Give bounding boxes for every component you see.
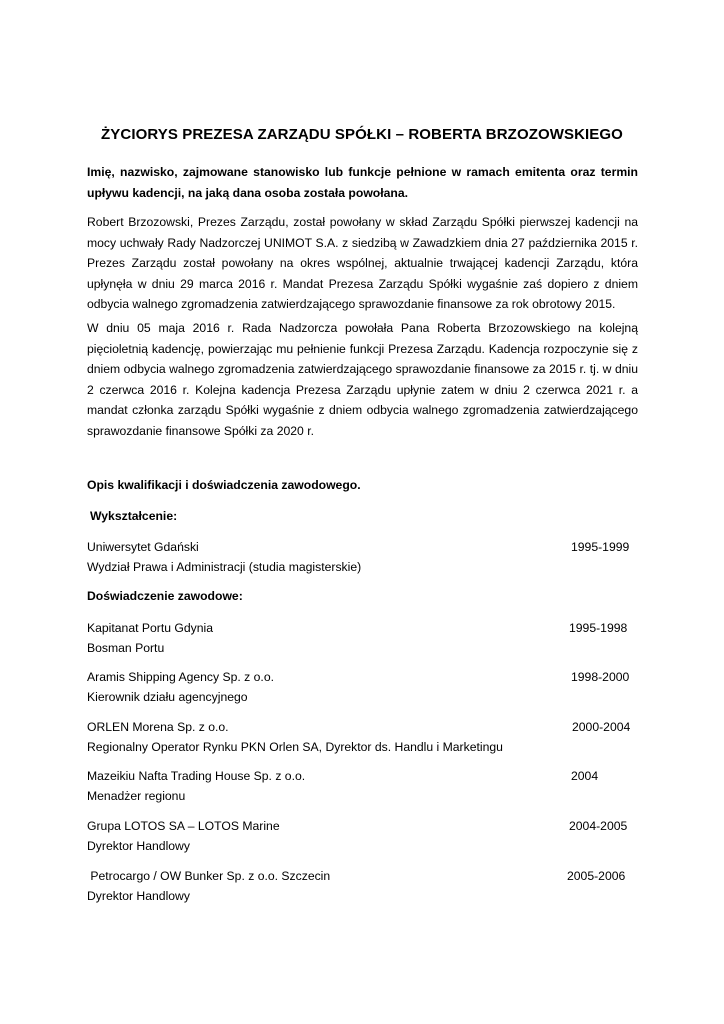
term-paragraph-1: Robert Brzozowski, Prezes Zarządu, został powołany w skład Zarządu Spółki pierwszej kadencji na mocy uchwały Rady Nadzorczej UNIMOT S.A. z siedzibą w Zawadzkiem dnia 27 października 2015 r. Prezes Zarządu został powołany na okres wspólnej, aktualnie trwającej kadencji Zarządu, która upłynęła w dniu 29 marca 2016 r. Mandat Prezesa Zarządu Spółki wygaśnie zaś dopiero z dniem odbycia walnego zgromadzenia zatwierdzającego sprawozdanie finansowe za rok obrotowy 2015. bbox=[87, 215, 638, 312]
experience-role: Bosman Portu bbox=[87, 641, 165, 655]
education-institution: Uniwersytet Gdański bbox=[87, 540, 199, 554]
intro-paragraph: Imię, nazwisko, zajmowane stanowisko lub funkcje pełnione w ramach emitenta oraz termin upływu kadencji, na jaką dana osoba została powołana. bbox=[87, 165, 638, 200]
experience-company: Petrocargo / OW Bunker Sp. z o.o. Szczecin bbox=[87, 869, 331, 883]
experience-role: Menadżer regionu bbox=[87, 789, 186, 803]
experience-years: 1995-1998 bbox=[569, 621, 628, 635]
experience-years: 2000-2004 bbox=[572, 720, 631, 734]
experience-years: 1998-2000 bbox=[571, 670, 630, 684]
experience-entry bbox=[87, 766, 647, 806]
experience-role: Regionalny Operator Rynku PKN Orlen SA, Dyrektor ds. Handlu i Marketingu bbox=[87, 740, 503, 754]
education-detail: Wydział Prawa i Administracji (studia magisterskie) bbox=[87, 560, 362, 574]
experience-entry bbox=[87, 618, 647, 658]
experience-company: ORLEN Morena Sp. z o.o. bbox=[87, 720, 229, 734]
education-heading: Wykształcenie: bbox=[90, 509, 178, 523]
document-title: ŻYCIORYS PREZESA ZARZĄDU SPÓŁKI – ROBERTA BRZOZOWSKIEGO bbox=[101, 126, 623, 143]
experience-years: 2004 bbox=[571, 769, 599, 783]
experience-role: Kierownik działu agencyjnego bbox=[87, 690, 248, 704]
experience-years: 2004-2005 bbox=[569, 819, 628, 833]
experience-entry bbox=[87, 866, 647, 906]
experience-company: Kapitanat Portu Gdynia bbox=[87, 621, 214, 635]
experience-entry bbox=[87, 816, 647, 856]
experience-company: Mazeikiu Nafta Trading House Sp. z o.o. bbox=[87, 769, 306, 783]
experience-company: Grupa LOTOS SA – LOTOS Marine bbox=[87, 819, 280, 833]
experience-heading: Doświadczenie zawodowe: bbox=[87, 589, 243, 603]
experience-entry bbox=[87, 717, 647, 757]
education-entry bbox=[87, 537, 647, 577]
experience-role: Dyrektor Handlowy bbox=[87, 839, 190, 853]
qualifications-heading: Opis kwalifikacji i doświadczenia zawodowego. bbox=[87, 478, 361, 492]
experience-company: Aramis Shipping Agency Sp. z o.o. bbox=[87, 670, 274, 684]
experience-role: Dyrektor Handlowy bbox=[87, 889, 190, 903]
experience-years: 2005-2006 bbox=[567, 869, 626, 883]
term-paragraph-2: W dniu 05 maja 2016 r. Rada Nadzorcza powołała Pana Roberta Brzozowskiego na kolejną pięcioletnią kadencję, powierzając mu pełnienie funkcji Prezesa Zarządu. Kadencja rozpoczynie się z dniem odbycia walnego zgromadzenia zatwierdzającego sprawozdanie finansowe za 2015 r. tj. w dniu 2 czerwca 2016 r. Kolejna kadencja Prezesa Zarządu upłynie zatem w dniu 2 czerwca 2021 r. a mandat członka zarządu Spółki wygaśnie z dniem odbycia walnego zgromadzenia zatwierdzającego sprawozdanie finansowe Spółki za 2020 r. bbox=[87, 321, 638, 438]
education-years: 1995-1999 bbox=[571, 540, 630, 554]
experience-entry bbox=[87, 667, 647, 707]
